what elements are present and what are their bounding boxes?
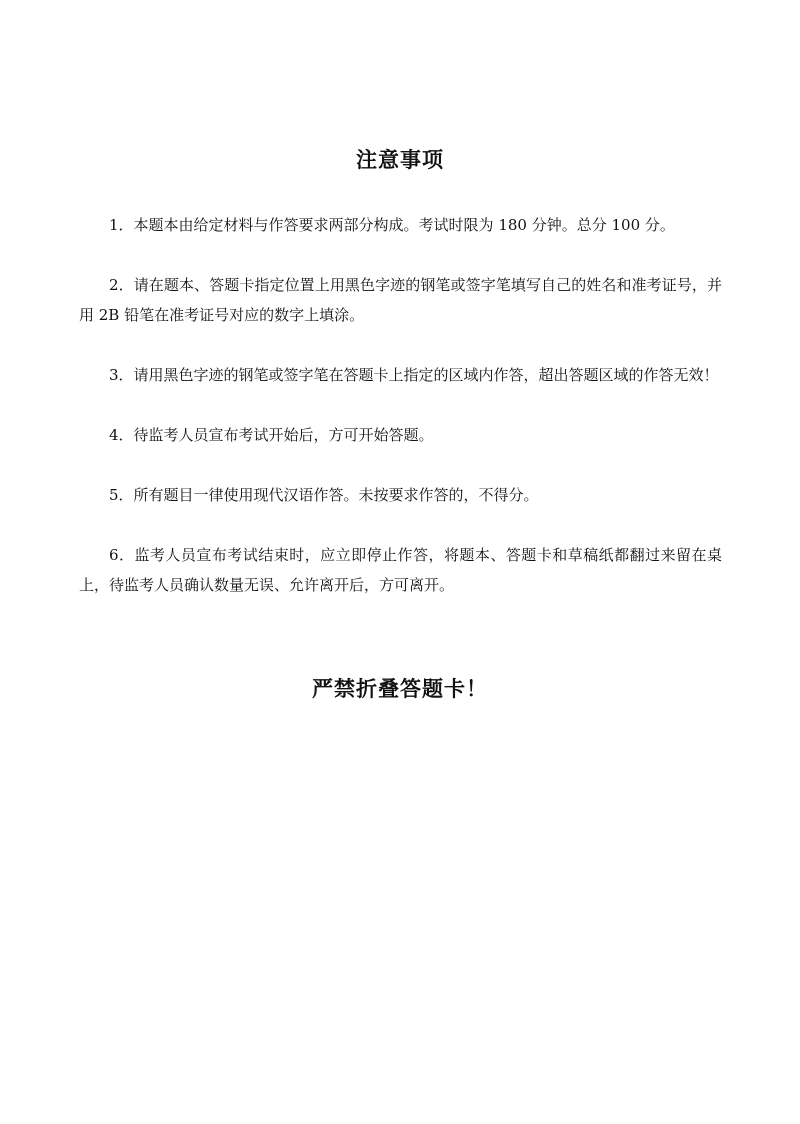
page-title: 注意事项	[356, 148, 444, 173]
note-item-5: 5．所有题目一律使用现代汉语作答。未按要求作答的，不得分。	[109, 486, 539, 504]
note-item-3: 3．请用黑色字迹的钢笔或签字笔在答题卡上指定的区域内作答，超出答题区域的作答无效！	[109, 366, 719, 384]
note-item-2: 2．请在题本、答题卡指定位置上用黑色字迹的钢笔或签字笔填写自己的姓名和准考证号，并用 2B 铅笔在准考证号对应的数字上填涂。	[79, 276, 722, 324]
note-item-6: 6．监考人员宣布考试结束时，应立即停止作答，将题本、答题卡和草稿纸都翻过来留在桌上，待监考人员确认数量无误、允许离开后，方可离开。	[79, 546, 722, 594]
answer-sheet-warning: 严禁折叠答题卡！	[312, 677, 488, 701]
note-item-1: 1．本题本由给定材料与作答要求两部分构成。考试时限为 180 分钟。总分 100 分。	[109, 216, 675, 234]
note-item-4: 4．待监考人员宣布考试开始后，方可开始答题。	[109, 426, 434, 444]
notes-list	[79, 210, 722, 630]
